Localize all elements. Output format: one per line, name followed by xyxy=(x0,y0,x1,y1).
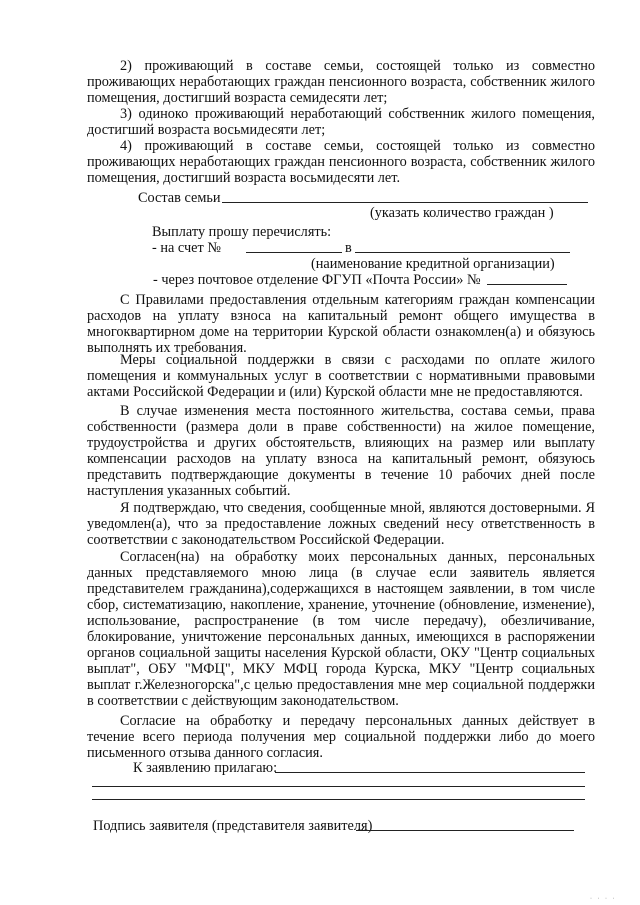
payment-request: Выплату прошу перечислять: xyxy=(152,224,332,240)
change-line-5: представить подтверждающие документы в течение 10 рабочих дней после xyxy=(87,467,595,483)
rules-line-3: многоквартирном доме на территории Курской области ознакомлен(а) и обязуюсь xyxy=(87,324,595,340)
family-hint: (указать количество граждан ) xyxy=(370,205,554,221)
consent-line-7: органов социальной защиты населения Курской области, ОКУ "Центр социальных xyxy=(87,645,595,661)
item-3-line-1: 3) одиноко проживающий неработающий собственник жилого помещения, xyxy=(120,106,595,122)
change-line-4: компенсации расходов на уплату взноса на капитальный ремонт, обязуюсь xyxy=(87,451,595,467)
item-4-line-3: помещения, достигший возраста восьмидесяти лет. xyxy=(87,170,401,186)
family-field[interactable] xyxy=(222,202,588,203)
account-in-label: в xyxy=(345,240,352,256)
scan-mark: · · · · xyxy=(590,896,617,902)
consent-line-8: выплат", ОБУ "МФЦ", МКУ МФЦ города Курска, МКУ "Центр социальных xyxy=(87,661,595,677)
item-3-line-2: достигший возраста восьмидесяти лет; xyxy=(87,122,326,138)
rules-line-1: С Правилами предоставления отдельным категориям граждан компенсации xyxy=(120,292,595,308)
attach-field-line-3[interactable] xyxy=(92,799,585,800)
change-line-1: В случае изменения места постоянного жительства, состава семьи, права xyxy=(120,403,595,419)
signature-label: Подпись заявителя (представителя заявителя) xyxy=(93,818,373,834)
consent-line-9: выплат г.Железногорска",с целью предоставления мне мер социальной поддержки xyxy=(87,677,595,693)
consent-line-1: Согласен(на) на обработку моих персональных данных, персональных xyxy=(120,549,595,565)
change-line-6: наступления указанных событий. xyxy=(87,483,291,499)
item-2-line-3: помещения, достигший возраста семидесяти лет; xyxy=(87,90,388,106)
attach-field-line-1[interactable] xyxy=(275,772,585,773)
consent-line-3: представителем гражданина),содержащихся в настоящем заявлении, в том числе xyxy=(87,581,595,597)
account-number-field[interactable] xyxy=(246,252,342,253)
attach-label: К заявлению прилагаю: xyxy=(133,760,278,776)
signature-field[interactable] xyxy=(356,830,574,831)
bank-name-field[interactable] xyxy=(355,252,570,253)
item-2-line-1: 2) проживающий в составе семьи, состоящей только из совместно xyxy=(120,58,595,74)
consent-line-5: использование, распространение (в том числе передачу), обезличивание, xyxy=(87,613,595,629)
duration-line-3: письменного отзыва данного согласия. xyxy=(87,745,323,761)
consent-line-2: данных представляемого мною лица (в случае если заявитель является xyxy=(87,565,595,581)
confirm-line-2: уведомлен(а), что за предоставление ложных сведений несу ответственность в xyxy=(87,516,595,532)
bank-hint: (наименование кредитной организации) xyxy=(311,256,555,272)
support-line-3: актами Российской Федерации и (или) Курской области мне не предоставляются. xyxy=(87,384,583,400)
rules-line-2: расходов на уплату взноса на капитальный ремонт общего имущества в xyxy=(87,308,595,324)
support-line-1: Меры социальной поддержки в связи с расходами по оплате жилого xyxy=(120,352,595,368)
rules-line-4: выполнять их требования. xyxy=(87,340,247,356)
change-line-2: собственности (размера доли в праве собственности) на жилое помещение, xyxy=(87,419,595,435)
post-office-label: - через почтовое отделение ФГУП «Почта России» № xyxy=(153,272,481,288)
item-4-line-1: 4) проживающий в составе семьи, состоящей только из совместно xyxy=(120,138,595,154)
post-office-field[interactable] xyxy=(487,284,567,285)
consent-line-10: в соответствии с действующим законодательством. xyxy=(87,693,399,709)
attach-field-line-2[interactable] xyxy=(92,786,585,787)
confirm-line-1: Я подтверждаю, что сведения, сообщенные мной, являются достоверными. Я xyxy=(120,500,595,516)
support-line-2: помещения и коммунальных услуг в соответствии с нормативными правовыми xyxy=(87,368,595,384)
account-prefix: - на счет № xyxy=(152,240,221,256)
family-label: Состав семьи xyxy=(138,190,221,206)
consent-line-4: сбор, систематизацию, накопление, хранение, уточнение (обновление, изменение), xyxy=(87,597,595,613)
item-2-line-2: проживающих неработающих граждан пенсионного возраста, собственник жилого xyxy=(87,74,595,90)
confirm-line-3: соответствии с законодательством Российской Федерации. xyxy=(87,532,445,548)
duration-line-2: течение всего периода получения мер социальной поддержки либо до моего xyxy=(87,729,595,745)
duration-line-1: Согласие на обработку и передачу персональных данных действует в xyxy=(120,713,595,729)
change-line-3: трудоустройства и других обстоятельств, влияющих на размер или выплату xyxy=(87,435,595,451)
item-4-line-2: проживающих неработающих граждан пенсионного возраста, собственник жилого xyxy=(87,154,595,170)
consent-line-6: блокирование, уничтожение персональных данных, имеющихся в распоряжении xyxy=(87,629,595,645)
